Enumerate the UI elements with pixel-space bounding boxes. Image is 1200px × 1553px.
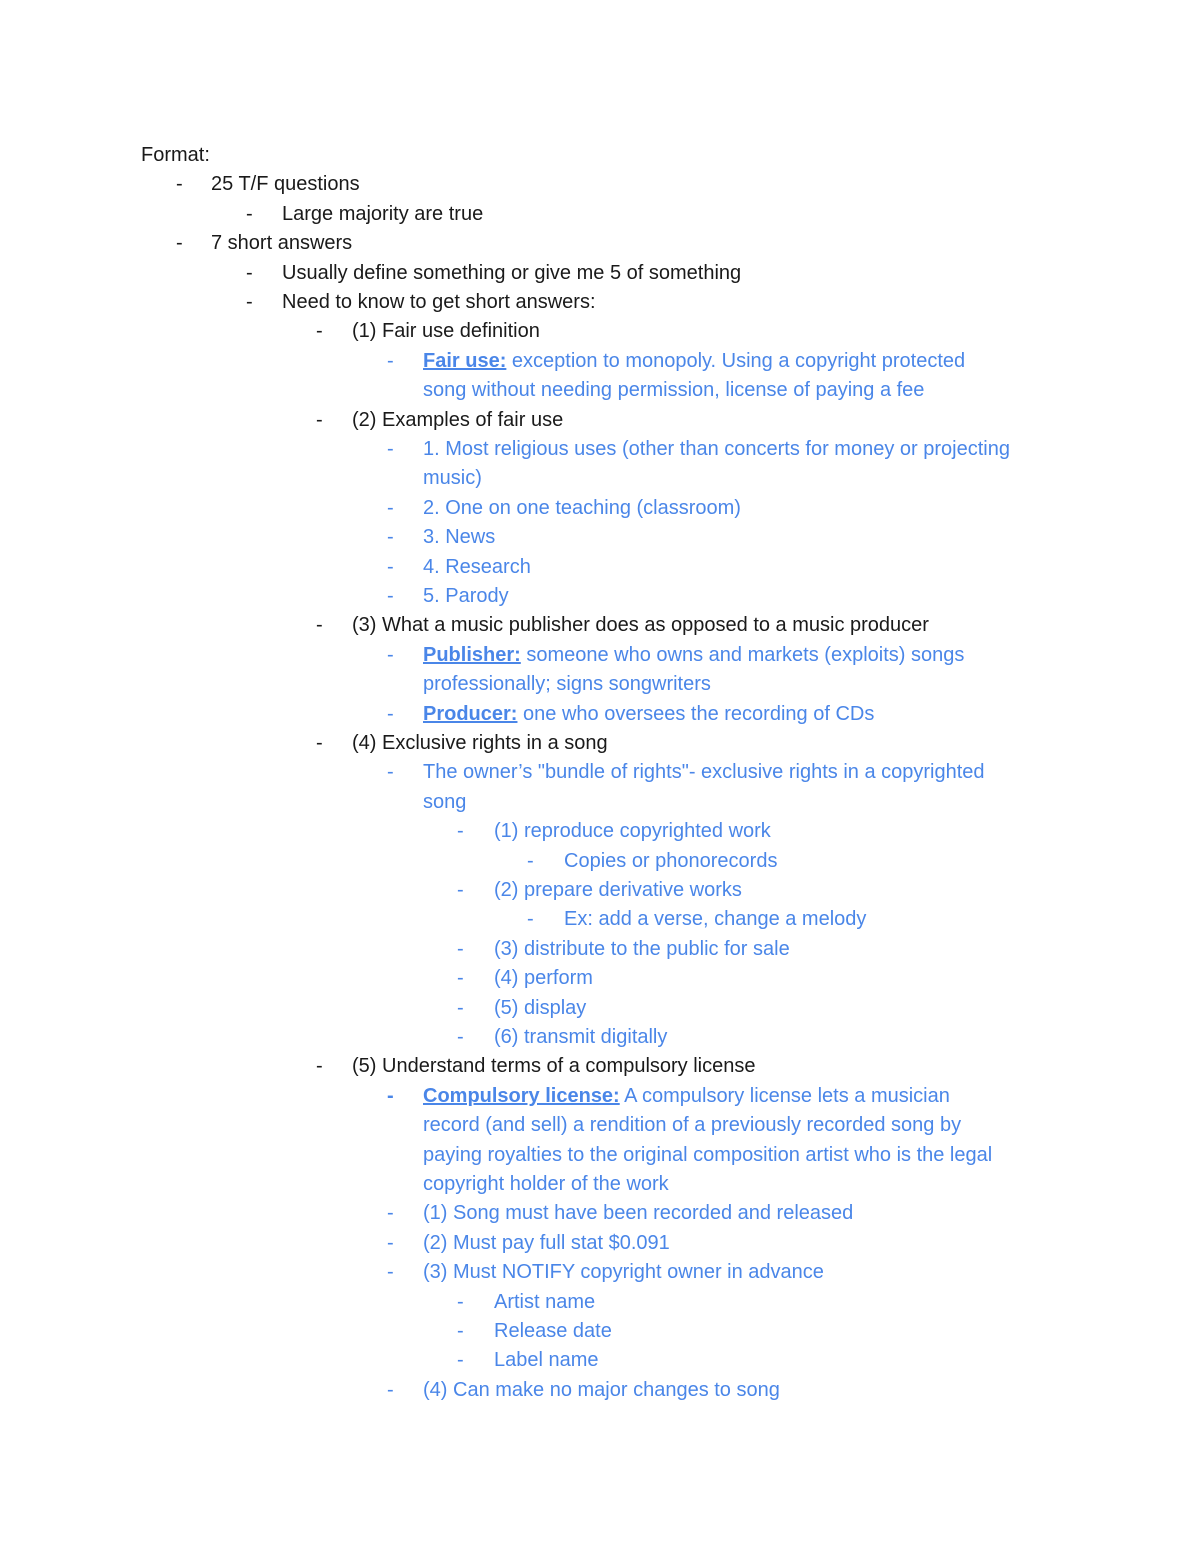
bullet-dash: -	[457, 1320, 464, 1342]
outline-item-text	[352, 1052, 756, 1081]
bullet-dash: -	[387, 702, 394, 725]
outline-item-text	[423, 1229, 670, 1258]
item-text: (3) What a music publisher does as opposed to a music producer	[352, 614, 929, 637]
bullet-dash: -	[387, 526, 394, 549]
bullet-dash: -	[387, 761, 394, 784]
defined-term: Fair use:	[423, 349, 507, 372]
item-text: 3. News	[423, 526, 496, 549]
item-text: (3) distribute to the public for sale	[494, 937, 790, 960]
outline-item-text	[423, 1258, 824, 1287]
defined-term: Producer:	[423, 702, 518, 725]
bullet-dash: -	[387, 349, 394, 372]
bullet-dash: -	[387, 585, 394, 607]
item-text: (2) Must pay full stat $0.091	[423, 1231, 670, 1254]
item-text: professionally; signs songwriters	[423, 673, 711, 696]
item-text: music)	[423, 467, 482, 490]
outline-item-text	[282, 288, 596, 317]
item-text: exception to monopoly. Using a copyright protected	[506, 349, 966, 372]
item-text: (1) reproduce copyrighted work	[494, 820, 771, 843]
outline-item-text	[352, 317, 540, 346]
outline-item-text	[423, 435, 1010, 464]
item-text: song	[423, 790, 467, 813]
bullet-dash: -	[387, 438, 394, 460]
outline-item-text	[423, 1170, 669, 1199]
item-text: (3) Must NOTIFY copyright owner in advance	[423, 1261, 824, 1284]
bullet-dash: -	[246, 261, 253, 284]
outline-item-text	[282, 200, 483, 229]
item-text: (1) Fair use definition	[352, 320, 540, 343]
item-text: (2) Examples of fair use	[352, 408, 564, 431]
format-heading-text: Format:	[141, 144, 210, 166]
bullet-dash: -	[457, 996, 464, 1019]
outline-item-text	[564, 847, 777, 876]
item-text: paying royalties to the original composition artist who is the legal	[423, 1143, 993, 1166]
bullet-dash: -	[316, 320, 323, 343]
item-text: (4) Exclusive rights in a song	[352, 732, 608, 754]
bullet-dash: -	[457, 820, 464, 843]
outline-item-text	[494, 817, 771, 846]
outline-item-text	[494, 876, 742, 905]
item-text: Release date	[494, 1320, 612, 1342]
bullet-dash: -	[316, 1055, 323, 1078]
item-text: one who oversees the recording of CDs	[517, 702, 875, 725]
outline-item-text	[211, 170, 360, 199]
outline-item-text	[494, 964, 593, 993]
bullet-dash: -	[176, 173, 183, 196]
item-text: 4. Research	[423, 555, 531, 578]
outline-item-text	[423, 523, 495, 552]
defined-term: Compulsory license:	[423, 1084, 620, 1107]
outline-item-text	[494, 935, 790, 964]
bullet-dash: -	[457, 1290, 464, 1313]
bullet-dash: -	[387, 496, 394, 519]
item-text: 2. One on one teaching (classroom)	[423, 496, 741, 519]
bullet-dash: -	[387, 1378, 394, 1401]
outline-item-text	[211, 229, 352, 258]
item-text: (2) prepare derivative works	[494, 879, 742, 901]
item-text: copyright holder of the work	[423, 1173, 669, 1195]
item-text: (4) perform	[494, 967, 593, 990]
item-text: The owner’s "bundle of rights"- exclusive rights in a copyrighted	[423, 761, 985, 784]
outline-item-text	[423, 464, 482, 493]
bullet-dash: -	[457, 1349, 464, 1372]
item-text: A compulsory license lets a musician	[619, 1084, 950, 1107]
item-text: 25 T/F questions	[211, 173, 360, 196]
bullet-dash: -	[316, 408, 323, 431]
item-text: 5. Parody	[423, 585, 509, 607]
bullet-dash: -	[457, 879, 464, 901]
outline-item-text	[423, 1141, 992, 1170]
bullet-dash: -	[457, 1026, 464, 1048]
item-text: 7 short answers	[211, 232, 353, 255]
bullet-dash: -	[316, 614, 323, 637]
item-text: Usually define something or give me 5 of something	[282, 261, 742, 284]
bullet-dash: -	[246, 291, 253, 313]
bullet-dash: -	[527, 849, 534, 872]
item-text: record (and sell) a rendition of a previously recorded song by	[423, 1114, 962, 1137]
bullet-dash: -	[387, 1261, 394, 1284]
outline-item-text	[423, 1082, 950, 1111]
outline-item-text	[494, 994, 586, 1023]
outline-item-text	[423, 1376, 780, 1405]
item-text: (5) Understand terms of a compulsory license	[352, 1055, 756, 1078]
outline-item-text	[423, 376, 924, 405]
outline-item-text	[494, 1317, 612, 1346]
outline-item-text	[282, 259, 741, 288]
item-text: Large majority are true	[282, 202, 484, 225]
outline-item-text	[494, 1288, 595, 1317]
outline-item-text	[352, 611, 929, 640]
outline-item-text	[423, 758, 985, 787]
outline-item-text	[423, 700, 874, 729]
item-text: someone who owns and markets (exploits) songs	[520, 643, 965, 666]
item-text: Need to know to get short answers:	[282, 291, 596, 313]
bullet-dash: -	[176, 232, 183, 255]
item-text: Ex: add a verse, change a melody	[564, 908, 867, 931]
item-text: Artist name	[494, 1290, 596, 1313]
item-text: (1) Song must have been recorded and released	[423, 1202, 854, 1225]
bullet-dash: -	[457, 967, 464, 990]
item-text: (4) Can make no major changes to song	[423, 1378, 780, 1401]
outline-item-text	[494, 1023, 667, 1052]
outline-item-text	[423, 788, 466, 817]
outline-item-text	[352, 406, 563, 435]
defined-term: Publisher:	[423, 643, 521, 666]
item-text: (5) display	[494, 996, 587, 1019]
item-text: Copies or phonorecords	[564, 849, 778, 872]
outline-item-text	[423, 582, 509, 611]
bullet-dash: -	[246, 202, 253, 225]
outline-item-text	[423, 670, 711, 699]
bullet-dash: -	[316, 732, 323, 754]
bullet-dash: -	[457, 937, 464, 960]
outline-item-text	[423, 494, 741, 523]
outline-item-text	[423, 641, 964, 670]
outline-item-text	[423, 347, 965, 376]
outline-item-text	[423, 1199, 853, 1228]
outline-item-text	[564, 905, 866, 934]
bullet-dash: -	[387, 1202, 394, 1225]
bullet-dash: -	[387, 555, 394, 578]
bullet-dash: -	[527, 908, 534, 931]
bullet-dash: -	[387, 1084, 394, 1107]
bullet-dash: -	[387, 1231, 394, 1254]
bullet-dash: -	[387, 643, 394, 666]
outline-item-text	[423, 1111, 961, 1140]
outline-item-text	[494, 1346, 599, 1375]
item-text: song without needing permission, license of paying a fee	[423, 379, 925, 402]
outline-item-text	[423, 553, 531, 582]
outline-item-text	[352, 729, 608, 758]
item-text: 1. Most religious uses (other than concerts for money or projecting	[423, 438, 1010, 460]
item-text: (6) transmit digitally	[494, 1026, 668, 1048]
item-text: Label name	[494, 1349, 599, 1372]
